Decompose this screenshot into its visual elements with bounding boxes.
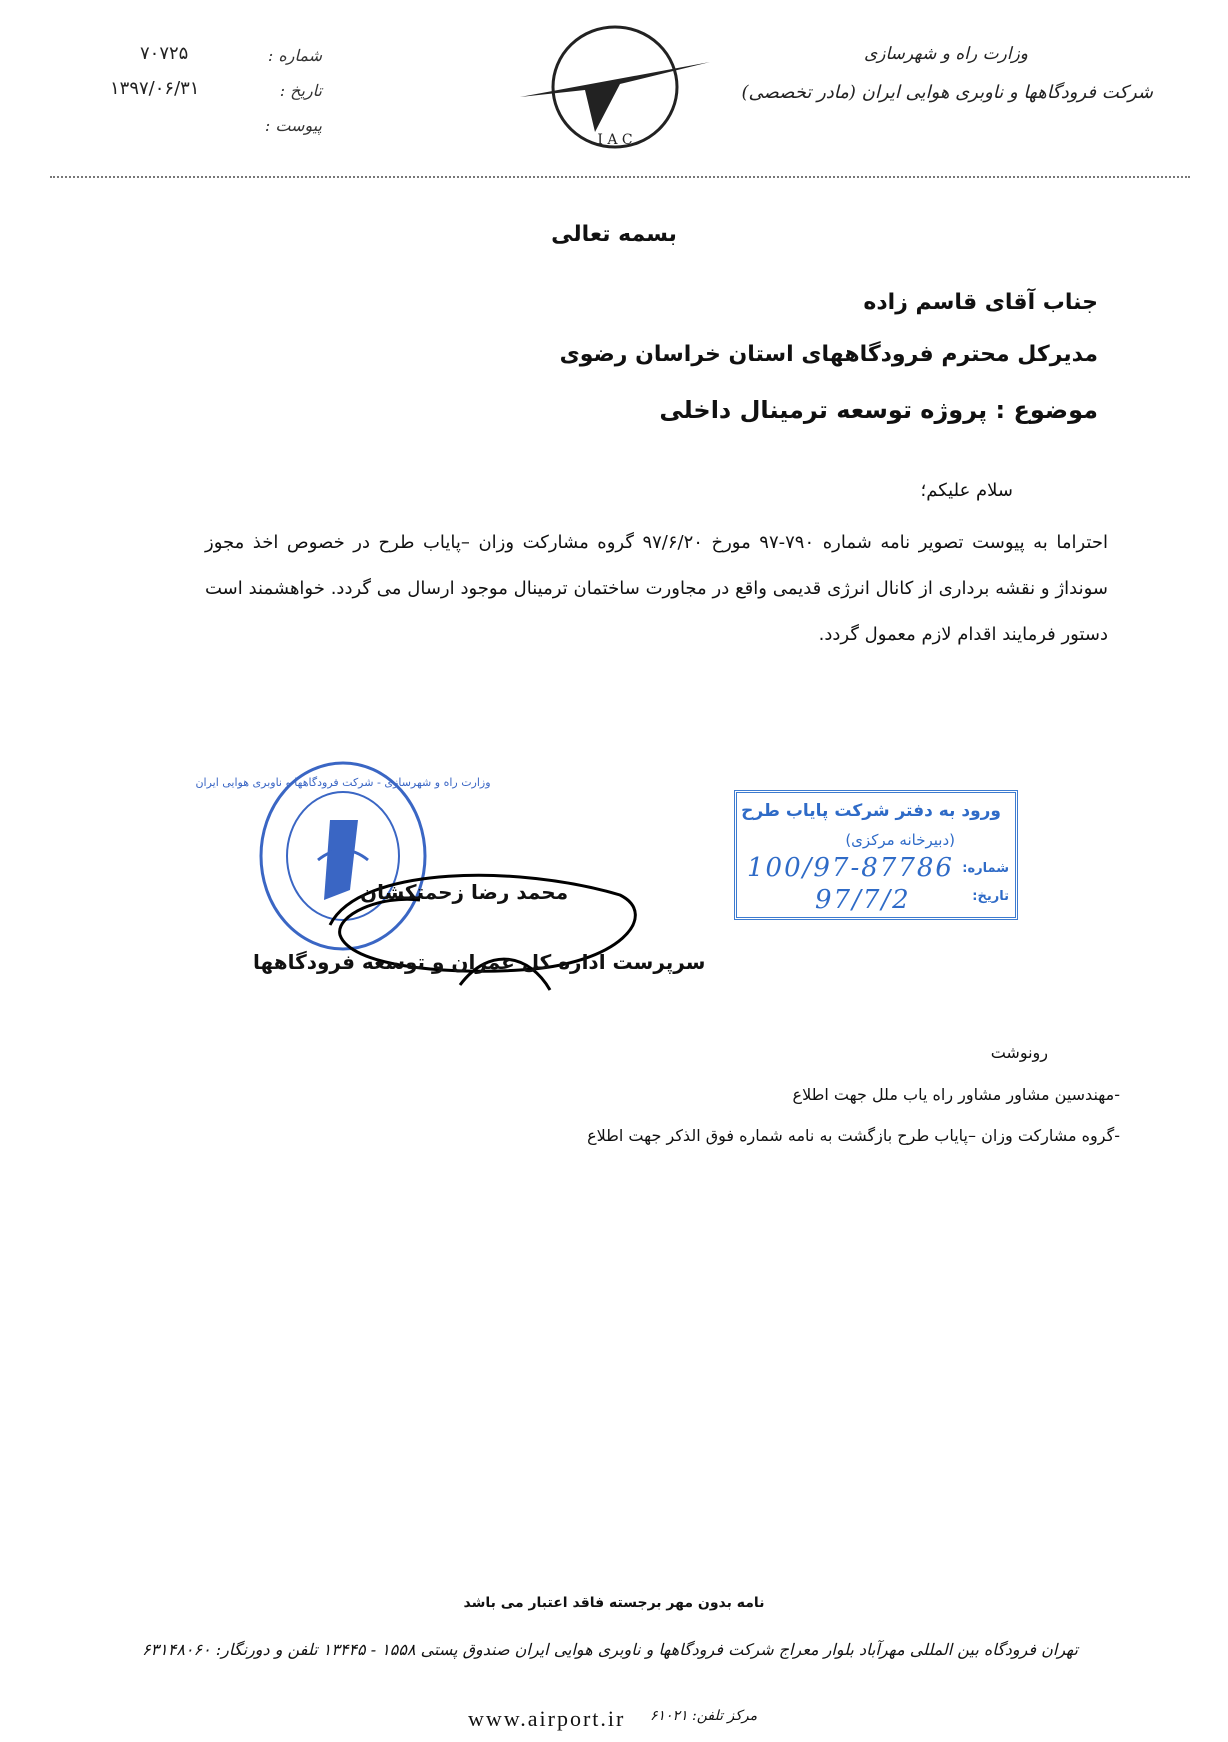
seal-text: وزارت راه و شهرسازی - شرکت فرودگاهها و ناوبری هوایی ایران [195,776,491,789]
footer-phone-center: مرکز تلفن: ۶۱۰۲۱ [650,1708,758,1724]
recipient: جناب آقای قاسم زاده [863,290,1098,315]
signer-title: سرپرست اداره کل عمران و توسعه فرودگاهها [253,950,706,974]
stamp-number-label: شماره: [962,861,1009,876]
attachment-label: پیوست : [264,116,322,135]
signature-scribble [320,855,650,995]
cc-item: -مهندسین مشاور مشاور راه یاب ملل جهت اطلاع [792,1085,1120,1104]
company-logo [500,22,730,152]
footer-address: تهران فرودگاه بین المللی مهرآباد بلوار معراج شرکت فرودگاهها و ناوبری هوایی ایران صندوق پستی ۱۵۵۸ - ۱۳۴۴۵ تلفن و دورنگار: ۶۳۱۴۸۰۶۰ [141,1640,1078,1659]
greeting: سلام علیکم؛ [920,480,1013,501]
cc-heading: رونوشت [990,1043,1048,1062]
stamp-date-label: تاریخ: [972,889,1009,904]
number-label: شماره : [267,46,322,65]
meta-values [110,36,250,106]
letter-body: احتراما به پیوست تصویر نامه شماره ۷۹۰-۹۷ مورخ ۹۷/۶/۲۰ گروه مشارکت وزان –پایاب طرح در خصوص اخذ مجوز سونداژ و نقشه برداری از کانال انرژی قدیمی واقع در مجاورت ساختمان ترمینال موجود ارسال می گردد. خواهشمند است دستور فرمایند اقدام لازم معمول گردد. [205,532,1108,645]
bismillah: بسمه تعالی [551,222,677,247]
receipt-stamp [734,790,1018,920]
date-label: تاریخ : [279,81,322,100]
signer-name: محمد رضا زحمتکشان [360,880,569,904]
ministry-name: وزارت راه و شهرسازی [863,44,1028,64]
footer-note: نامه بدون مهر برجسته فاقد اعتبار می باشد [463,1595,765,1611]
logo-text: I A C [597,132,633,148]
company-name: شرکت فرودگاهها و ناوبری هوایی ایران (مادر تخصصی) [741,82,1153,103]
letter-number: ۷۰۷۲۵ [140,43,189,64]
footer-website: www.airport.ir [468,1706,626,1731]
stamp-subtitle: (دبیرخانه مرکزی) [845,831,955,849]
meta-labels [252,38,322,143]
letter-date: ۱۳۹۷/۰۶/۳۱ [110,78,200,99]
subject-line: موضوع : پروژه توسعه ترمینال داخلی [659,396,1098,424]
header-divider [50,176,1190,178]
stamp-number: 100/97-87786 [747,853,954,883]
recipient-position: مدیرکل محترم فرودگاههای استان خراسان رضوی [559,342,1098,367]
cc-item: -گروه مشارکت وزان –پایاب طرح بازگشت به نامه شماره فوق الذکر جهت اطلاع [587,1126,1120,1145]
stamp-date: 97/7/2 [815,885,911,915]
stamp-title: ورود به دفتر شرکت پایاب طرح [741,801,1001,821]
